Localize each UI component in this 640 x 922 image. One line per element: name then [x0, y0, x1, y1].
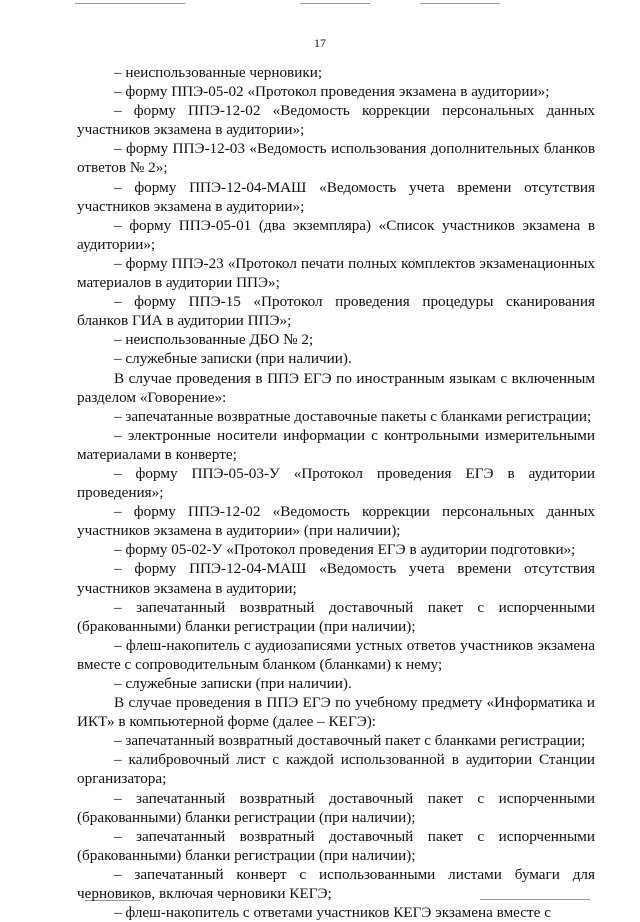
scan-edge-top-left — [75, 3, 185, 4]
paragraph: – форму ППЭ-12-02 «Ведомость коррекции персональных данных участников экзамена в аудитории»; — [77, 102, 595, 139]
paragraph: – форму ППЭ-23 «Протокол печати полных комплектов экзаменационных материалов в аудитории ППЭ»; — [77, 254, 595, 292]
paragraph: – форму ППЭ-12-04-МАШ «Ведомость учета времени отсутствия участников экзамена в аудитории»; — [77, 178, 595, 215]
paragraph: – форму ППЭ-12-03 «Ведомость использования дополнительных бланков ответов № 2»; — [77, 140, 595, 177]
scan-edge-top-right — [420, 3, 500, 4]
paragraph: – форму ППЭ-15 «Протокол проведения процедуры сканирования бланков ГИА в аудитории ППЭ»; — [77, 293, 595, 330]
paragraph: – служебные записки (при наличии). — [114, 350, 352, 368]
paragraph: – запечатанный возвратный доставочный пакет с испорченными (бракованными) бланки регистрации (при наличии); — [77, 827, 595, 864]
paragraph: – калибровочный лист с каждой использованной в аудитории Станции организатора; — [77, 751, 595, 788]
scan-edge-top-mid — [300, 3, 370, 4]
paragraph: – форму ППЭ-12-04-МАШ «Ведомость учета времени отсутствия участников экзамена в аудитории; — [77, 560, 595, 597]
paragraph: – форму 05-02-У «Протокол проведения ЕГЭ в аудитории подготовки»; — [114, 541, 576, 559]
paragraph: – запечатанный возвратный доставочный пакет с бланками регистрации; — [114, 732, 586, 750]
paragraph: – форму ППЭ-12-02 «Ведомость коррекции персональных данных участников экзамена в аудитории» (при наличии); — [77, 503, 595, 540]
paragraph: – флеш-накопитель с ответами участников КЕГЭ экзамена вместе с — [114, 904, 551, 922]
paragraph: – форму ППЭ-05-01 (два экземпляра) «Список участников экзамена в аудитории»; — [77, 216, 595, 253]
page-number: 17 — [314, 36, 326, 50]
paragraph: – запечатанные возвратные доставочные пакеты с бланками регистрации; — [114, 407, 592, 425]
paragraph: – запечатанный возвратный доставочный пакет с испорченными (бракованными) бланки регистрации (при наличии); — [77, 789, 595, 826]
section-intro-paragraph: В случае проведения в ППЭ ЕГЭ по иностранным языкам с включенным разделом «Говорение»: — [77, 369, 595, 406]
paragraph: – флеш-накопитель с аудиозаписями устных ответов участников экзамена вместе с сопроводительным бланком (бланками) к нему; — [77, 636, 595, 673]
paragraph: – служебные записки (при наличии). — [114, 675, 352, 692]
paragraph: – неиспользованные черновики; — [114, 64, 323, 81]
paragraph: – запечатанный возвратный доставочный пакет с испорченными (бракованными) бланки регистрации (при наличии); — [77, 598, 595, 635]
paragraph: – электронные носители информации с контрольными измерительными материалами в конверте; — [77, 426, 595, 463]
paragraph: – неиспользованные ДБО № 2; — [114, 331, 314, 349]
paragraph: – форму ППЭ-05-02 «Протокол проведения экзамена в аудитории»; — [114, 83, 550, 101]
section-intro-paragraph: В случае проведения в ППЭ ЕГЭ по учебному предмету «Информатика и ИКТ» в компьютерной форме (далее – КЕГЭ): — [77, 694, 595, 731]
paragraph: – форму ППЭ-05-03-У «Протокол проведения ЕГЭ в аудитории проведения»; — [77, 464, 595, 502]
paragraph: – запечатанный конверт с использованными листами бумаги для черновиков, включая черновики КЕГЭ; — [77, 865, 595, 903]
document-body — [77, 63, 595, 922]
